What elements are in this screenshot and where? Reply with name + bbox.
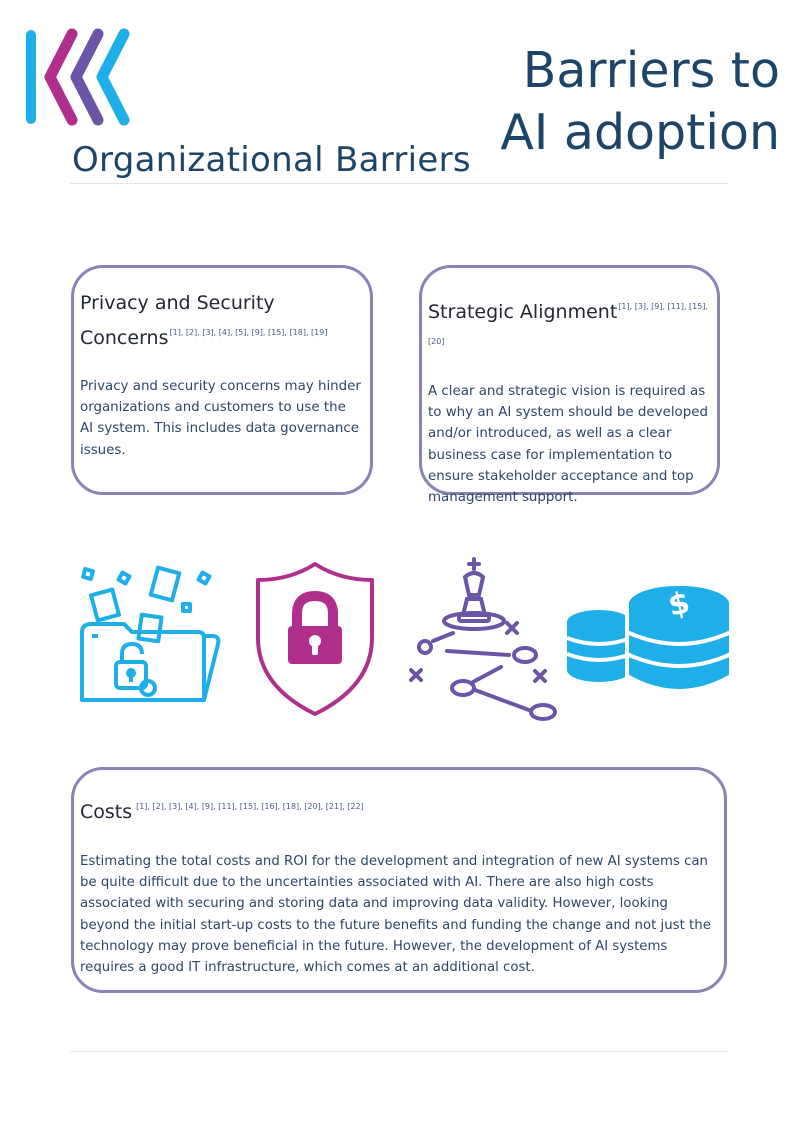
strategy-card-body: A clear and strategic vision is required as to why an AI system should be developed and/or introduced, as well as a clear business case for implementation to ensure stakeholder acceptance and top management support. <box>428 384 708 506</box>
top-divider <box>70 183 728 184</box>
strategy-card-refs: [1], [3], [9], [11], [15], [20] <box>428 302 709 346</box>
privacy-card-body: Privacy and security concerns may hinder organizations and customers to use the AI system. This includes data governance issues. <box>80 379 361 458</box>
costs-card <box>71 767 727 993</box>
chevron-logo-icon <box>24 28 130 126</box>
costs-card-refs: [1], [2], [3], [4], [9], [11], [15], [16], [18], [20], [21], [22] <box>136 802 364 811</box>
section-title: Organizational Barriers <box>72 140 471 180</box>
page-title-line-2: AI adoption <box>500 104 780 161</box>
privacy-card-refs: [1], [2], [3], [4], [5], [9], [15], [18], [19] <box>169 328 328 337</box>
costs-card-title-text: Costs <box>80 801 133 823</box>
svg-text:$: $ <box>665 585 693 624</box>
privacy-card-title-text: Privacy and Security Concerns <box>80 292 275 349</box>
strategy-card-title-text: Strategic Alignment <box>428 301 618 323</box>
page-title-line-1: Barriers to <box>522 42 780 99</box>
privacy-card-title <box>80 289 362 353</box>
chess-strategy-icon <box>405 555 565 725</box>
coins-dollar-icon <box>565 582 735 700</box>
strategy-card-title <box>428 292 717 362</box>
folder-lock-icon <box>76 562 226 712</box>
bottom-divider <box>70 1051 728 1052</box>
costs-card-title <box>80 792 718 827</box>
page-title <box>440 40 780 164</box>
shield-lock-icon <box>250 558 380 720</box>
strategic-alignment-card <box>419 265 720 506</box>
costs-card-body: Estimating the total costs and ROI for the development and integration of new AI systems can be quite difficult due to the uncertainties associated with AI. There are also high costs associated with securing and storing data and improving data validity. However, looking beyond the initial start-up costs to the future benefits and funding the change and not just the technology may prove beneficial in the future. However, the development of AI systems requires a good IT infrastructure, which comes at an additional cost. <box>80 854 711 976</box>
privacy-security-card <box>71 265 373 495</box>
